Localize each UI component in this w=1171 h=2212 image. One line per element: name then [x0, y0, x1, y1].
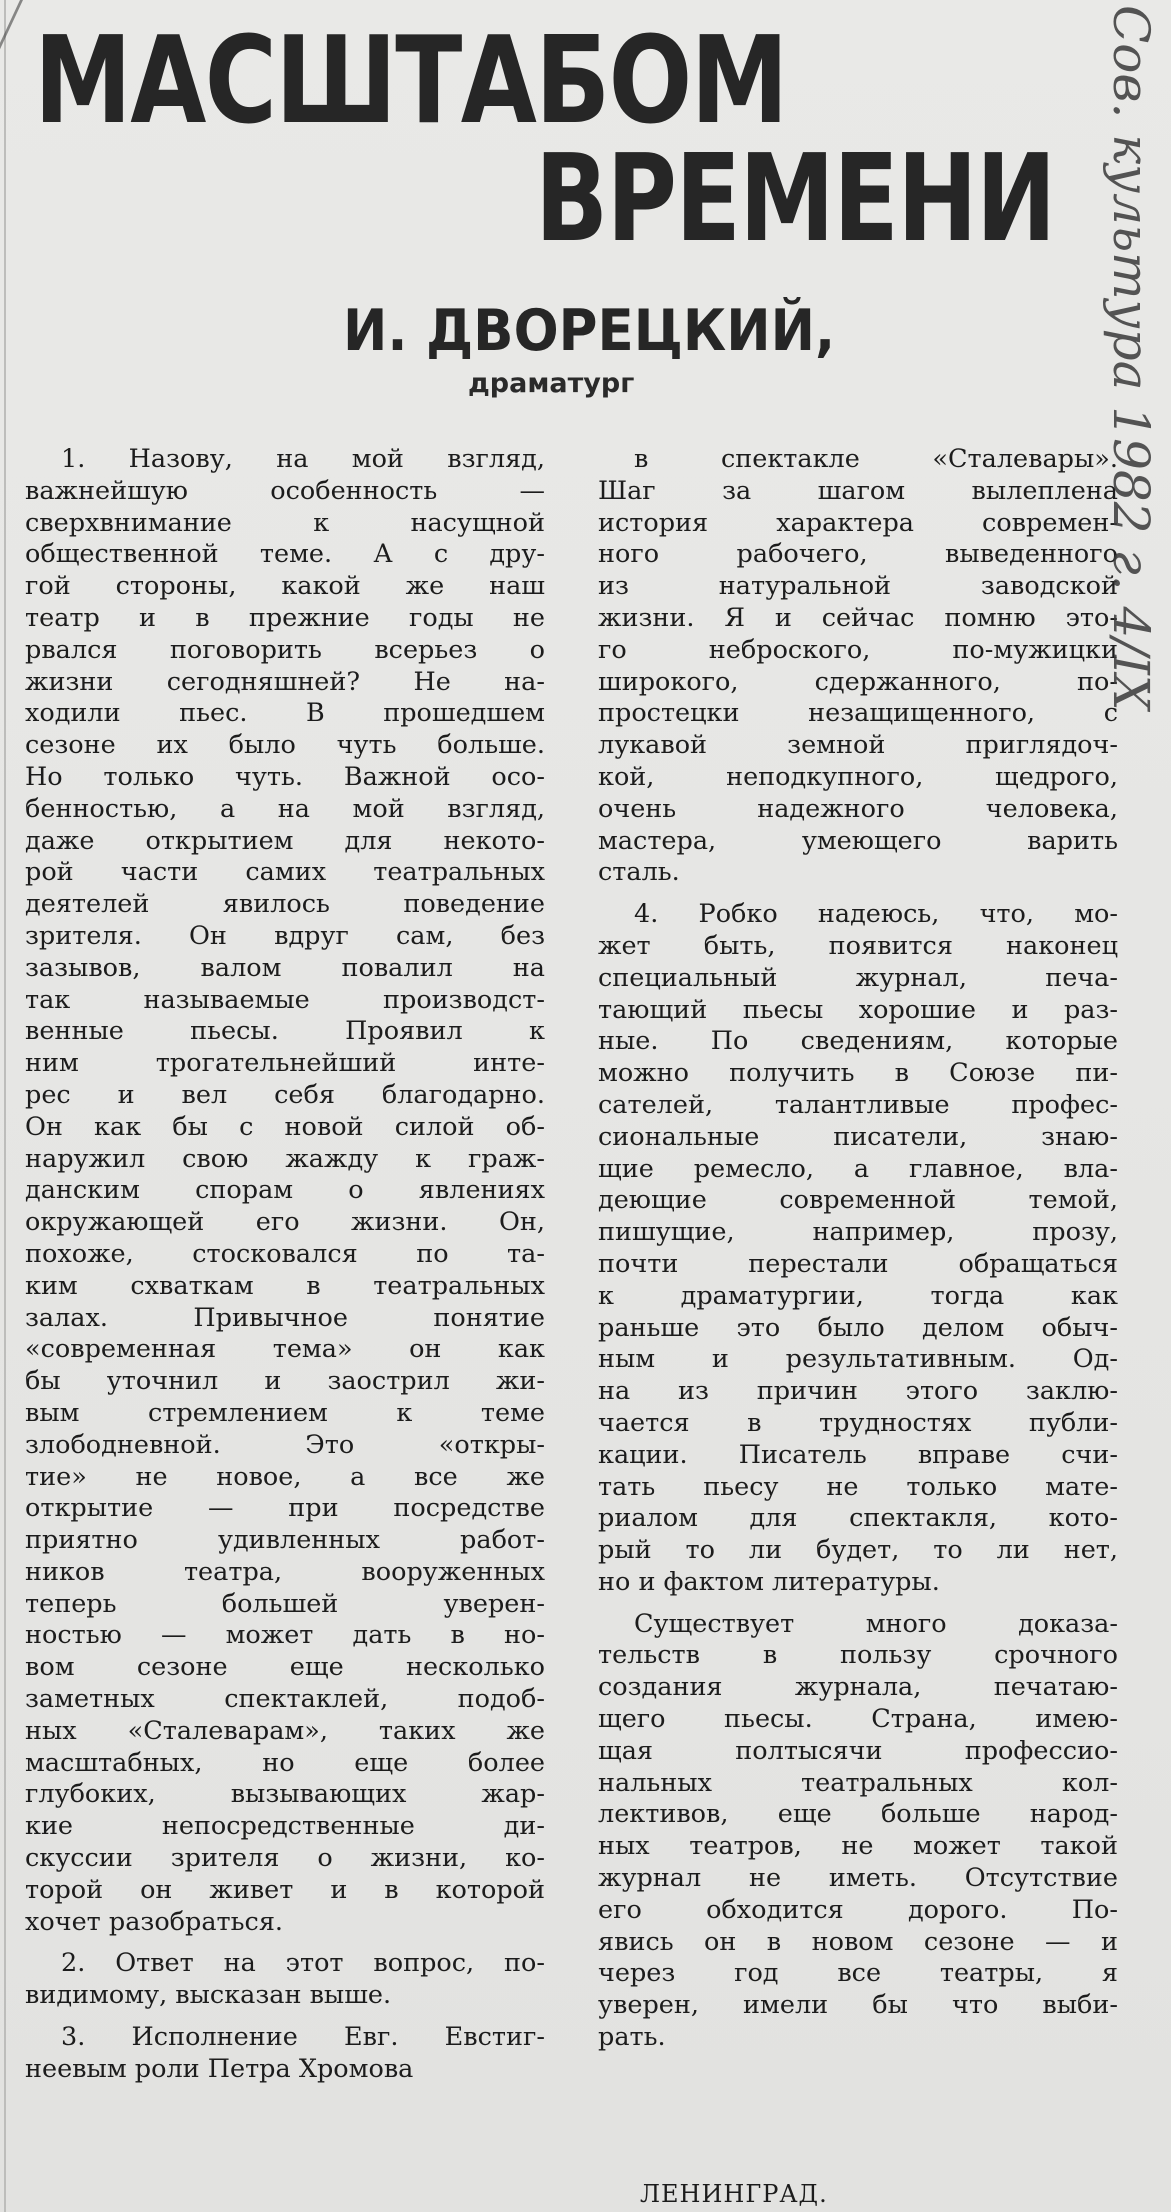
text-line: ных «Сталеварам», таких же	[25, 1715, 545, 1746]
text-line: рес и вел себя благодарно.	[25, 1079, 545, 1110]
text-line: театр и в прежние годы не	[25, 602, 545, 633]
text-line: масштабных, но еще более	[25, 1747, 545, 1778]
text-line: ников театра, вооруженных	[25, 1556, 545, 1587]
text-line: лукавой земной приглядоч-	[598, 730, 1118, 761]
text-line: вом сезоне еще несколько	[25, 1652, 545, 1683]
text-line: ностью — может дать в но-	[25, 1620, 545, 1651]
text-line: мастера, умеющего варить	[598, 825, 1118, 856]
text-line: щего пьесы. Страна, имею-	[598, 1704, 1118, 1735]
text-line: рой части самих театральных	[25, 857, 545, 888]
paragraph-gap	[598, 889, 1118, 899]
text-line: ним трогательнейший инте-	[25, 1048, 545, 1079]
text-line: 4. Робко надеюсь, что, мо-	[634, 899, 1118, 930]
text-line: венные пьесы. Проявил к	[25, 1016, 545, 1047]
text-line: общественной теме. А с дру-	[25, 539, 545, 570]
text-line: риалом для спектакля, кото-	[598, 1503, 1118, 1534]
text-line: кой, неподкупного, щедрого,	[598, 761, 1118, 792]
text-line: похоже, стосковался по та-	[25, 1238, 545, 1269]
text-line: деятелей явилось поведение	[25, 889, 545, 920]
text-line: наружил свою жажду к граж-	[25, 1143, 545, 1174]
text-line: его обходится дорого. По-	[598, 1894, 1118, 1925]
handwritten-margin-note: Сов. культура 1982 г. 4/IX	[1102, 5, 1160, 711]
text-line: пишущие, например, прозу,	[598, 1217, 1118, 1248]
text-line: сезоне их было чуть больше.	[25, 730, 545, 761]
paragraph-gap	[598, 1599, 1118, 1609]
author-role: драматург	[468, 368, 635, 399]
text-line: нальных театральных кол-	[598, 1767, 1118, 1798]
article-column-right	[598, 444, 1118, 2054]
text-line: тельств в пользу срочного	[598, 1640, 1118, 1671]
text-line: широкого, сдержанного, по-	[598, 666, 1118, 697]
text-line: рый то ли будет, то ли нет,	[598, 1535, 1118, 1566]
text-line: ным и результативным. Од-	[598, 1344, 1118, 1375]
text-line: Существует много доказа-	[634, 1608, 1118, 1639]
text-line: вым стремлением к теме	[25, 1397, 545, 1428]
text-line: торой он живет и в которой	[25, 1874, 545, 1905]
text-line: тать пьесу не только мате-	[598, 1471, 1118, 1502]
text-line: 1. Назову, на мой взгляд,	[61, 444, 545, 474]
text-line: жет быть, появится наконец	[598, 930, 1118, 961]
text-line: на из причин этого заклю-	[598, 1376, 1118, 1407]
text-line: хочет разобраться.	[25, 1906, 284, 1937]
text-line: почти перестали обращаться	[598, 1248, 1118, 1279]
text-line: из натуральной заводской	[598, 571, 1118, 602]
text-line: журнал не иметь. Отсутствие	[598, 1863, 1118, 1894]
headline-line-1: МАСШТАБОМ	[34, 12, 787, 151]
text-line: щая полтысячи профессио-	[598, 1735, 1118, 1766]
text-line: ким схваткам в театральных	[25, 1270, 545, 1301]
article-signature: ЛЕНИНГРАД.	[640, 2180, 828, 2208]
text-line: скуссии зрителя о жизни, ко-	[25, 1843, 545, 1874]
text-line: ного рабочего, выведенного	[598, 539, 1118, 570]
text-line: ходили пьес. В прошедшем	[25, 698, 545, 729]
text-line: тающий пьесы хорошие и раз-	[598, 994, 1118, 1025]
text-line: в спектакле «Сталевары».	[634, 444, 1118, 474]
text-line: деющие современной темой,	[598, 1185, 1118, 1216]
article-column-left	[25, 444, 545, 2086]
text-line: бы уточнил и заострил жи-	[25, 1366, 545, 1397]
text-line: уверен, имели бы что выби-	[598, 1990, 1118, 2021]
text-line: явись он в новом сезоне — и	[598, 1926, 1118, 1957]
text-line: Но только чуть. Важной осо-	[25, 761, 545, 792]
text-line: раньше это было делом обыч-	[598, 1312, 1118, 1343]
text-line: важнейшую особенность —	[25, 475, 545, 506]
text-line: но и фактом литературы.	[598, 1566, 940, 1597]
text-line: Шаг за шагом вылеплена	[598, 475, 1118, 506]
text-line: злободневной. Это «откры-	[25, 1429, 545, 1460]
text-line: гой стороны, какой же наш	[25, 571, 545, 602]
text-line: даже открытием для некото-	[25, 825, 545, 856]
text-line: простецки незащищенного, с	[598, 698, 1118, 729]
text-line: сверхвнимание к насущной	[25, 507, 545, 538]
text-line: Он как бы с новой силой об-	[25, 1111, 545, 1142]
text-line: лективов, еще больше народ-	[598, 1799, 1118, 1830]
text-line: теперь большей уверен-	[25, 1588, 545, 1619]
text-line: щие ремесло, а главное, вла-	[598, 1153, 1118, 1184]
text-line: окружающей его жизни. Он,	[25, 1207, 545, 1238]
text-line: жизни. Я и сейчас помню это-	[598, 602, 1118, 633]
text-line: рвался поговорить всерьез о	[25, 634, 545, 665]
text-line: 3. Исполнение Евг. Евстиг-	[61, 2022, 545, 2053]
text-line: ные. По сведениям, которые	[598, 1026, 1118, 1057]
text-line: тие» не новое, а все же	[25, 1461, 545, 1492]
text-line: специальный журнал, печа-	[598, 962, 1118, 993]
text-line: неевым роли Петра Хромова	[25, 2053, 414, 2084]
text-line: можно получить в Союзе пи-	[598, 1058, 1118, 1089]
paper-fold-line	[4, 0, 6, 2212]
text-line: история характера современ-	[598, 507, 1118, 538]
text-line: к драматургии, тогда как	[598, 1280, 1118, 1311]
headline-line-2: ВРЕМЕНИ	[535, 130, 1055, 269]
paragraph-gap	[25, 1938, 545, 1948]
text-line: видимому, высказан выше.	[25, 1980, 392, 2011]
text-line: бенностью, а на мой взгляд,	[25, 793, 545, 824]
paragraph-gap	[25, 2012, 545, 2022]
text-line: открытие — при посредстве	[25, 1493, 545, 1524]
text-line: чается в трудностях публи-	[598, 1407, 1118, 1438]
text-line: глубоких, вызывающих жар-	[25, 1779, 545, 1810]
text-line: сиональные писатели, знаю-	[598, 1121, 1118, 1152]
text-line: кие непосредственные ди-	[25, 1811, 545, 1842]
text-line: через год все театры, я	[598, 1958, 1118, 1989]
text-line: 2. Ответ на этот вопрос, по-	[61, 1948, 545, 1979]
text-line: ных театров, не может такой	[598, 1831, 1118, 1862]
text-line: «современная тема» он как	[25, 1334, 545, 1365]
text-line: создания журнала, печатаю-	[598, 1672, 1118, 1703]
text-line: сталь.	[598, 857, 680, 888]
text-line: так называемые производст-	[25, 984, 545, 1015]
text-line: жизни сегодняшней? Не на-	[25, 666, 545, 697]
text-line: очень надежного человека,	[598, 793, 1118, 824]
text-line: заметных спектаклей, подоб-	[25, 1684, 545, 1715]
text-line: данским спорам о явлениях	[25, 1175, 545, 1206]
text-line: приятно удивленных работ-	[25, 1525, 545, 1556]
text-line: рать.	[598, 2022, 666, 2053]
text-line: сателей, талантливые профес-	[598, 1089, 1118, 1120]
author-name: И. ДВОРЕЦКИЙ,	[343, 298, 836, 364]
text-line: залах. Привычное понятие	[25, 1302, 545, 1333]
text-line: кации. Писатель вправе счи-	[598, 1439, 1118, 1470]
text-line: зрителя. Он вдруг сам, без	[25, 920, 545, 951]
text-line: го неброского, по-мужицки	[598, 634, 1118, 665]
text-line: зазывов, валом повалил на	[25, 952, 545, 983]
